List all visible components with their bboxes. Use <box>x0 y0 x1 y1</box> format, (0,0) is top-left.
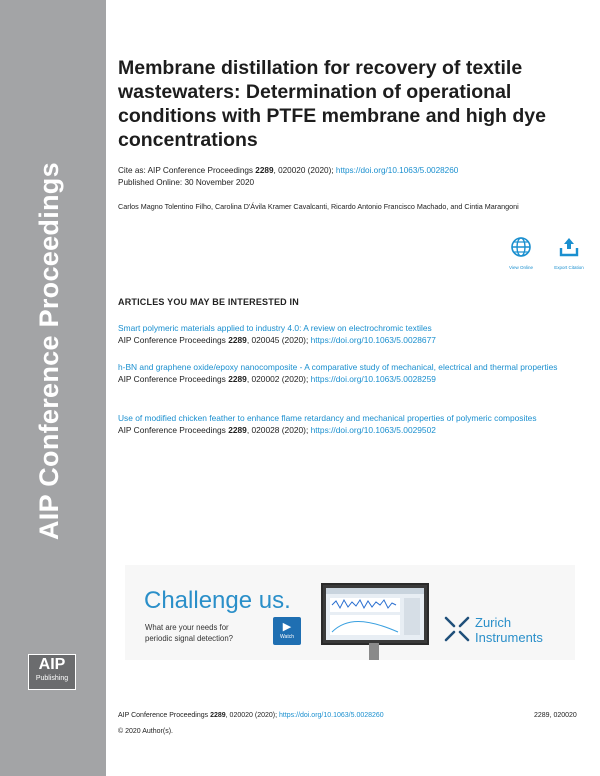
related-doi-link[interactable]: https://doi.org/10.1063/5.0028677 <box>310 335 436 345</box>
related-journal: AIP Conference Proceedings <box>118 374 229 384</box>
brand-line: Instruments <box>475 630 543 645</box>
footer-doi-link[interactable]: https://doi.org/10.1063/5.0028260 <box>279 712 384 719</box>
related-rest: , 020045 (2020); <box>246 335 311 345</box>
watch-button[interactable] <box>273 617 301 645</box>
related-journal: AIP Conference Proceedings <box>118 425 229 435</box>
footer-volume: 2289 <box>210 712 226 719</box>
cite-volume: 2289 <box>255 166 274 175</box>
footer-cite-prefix: AIP Conference Proceedings <box>118 712 211 719</box>
export-citation-label: Export Citation <box>554 265 584 270</box>
related-doi-link[interactable]: https://doi.org/10.1063/5.0029502 <box>310 425 436 435</box>
footer-page-number: 2289, 020020 <box>534 712 577 719</box>
cite-line <box>118 165 578 177</box>
related-doi-link[interactable]: https://doi.org/10.1063/5.0028259 <box>310 374 436 384</box>
journal-sidebar <box>0 0 106 776</box>
cite-doi-link[interactable]: https://doi.org/10.1063/5.0028260 <box>335 166 459 175</box>
related-citation <box>118 334 578 346</box>
signal-plot-graphic <box>326 588 424 640</box>
published-date: Published Online: 30 November 2020 <box>118 178 255 187</box>
ad-headline: Challenge us. <box>144 587 291 614</box>
brand-name <box>475 615 543 645</box>
related-item <box>118 361 578 385</box>
footer-copyright: © 2020 Author(s). <box>118 728 173 735</box>
related-volume: 2289 <box>228 425 247 435</box>
related-citation <box>118 424 578 436</box>
related-title-link[interactable]: Smart polymeric materials applied to industry 4.0: A review on electrochromic textiles <box>118 323 432 333</box>
authors-list: Carlos Magno Tolentino Filho, Carolina D'Ávila Kramer Cavalcanti, Ricardo Antonio Francisco Machado, and Cintia Marangoni <box>118 202 519 211</box>
ad-subtext <box>145 622 233 644</box>
related-volume: 2289 <box>228 374 247 384</box>
view-online-label: View Online <box>509 265 533 270</box>
related-rest: , 020002 (2020); <box>246 374 311 384</box>
related-item <box>118 322 578 346</box>
brand-line: Zurich <box>475 615 512 630</box>
related-heading: ARTICLES YOU MAY BE INTERESTED IN <box>118 297 299 307</box>
related-citation <box>118 373 578 385</box>
related-title-link[interactable]: h-BN and graphene oxide/epoxy nanocomposite - A comparative study of mechanical, electrical and thermal properties <box>118 362 558 372</box>
journal-title: AIP Conference Proceedings <box>34 162 64 540</box>
footer-citation <box>118 712 384 719</box>
zurich-instruments-logo-icon <box>443 615 471 643</box>
related-item <box>118 412 578 436</box>
monitor-illustration <box>321 583 429 645</box>
aip-publishing-logo[interactable] <box>28 654 76 690</box>
logo-bottom-text: Publishing <box>35 675 69 682</box>
logo-top-text: AIP <box>38 656 66 673</box>
play-icon: ▶ <box>282 621 292 633</box>
related-rest: , 020028 (2020); <box>246 425 311 435</box>
ad-sub-line: What are your needs for <box>145 623 229 632</box>
view-online-button[interactable] <box>500 236 542 270</box>
related-volume: 2289 <box>228 335 247 345</box>
footer-rest: , 020020 (2020); <box>225 712 279 719</box>
export-icon <box>558 236 580 258</box>
monitor-screen <box>326 588 424 640</box>
article-actions <box>500 236 590 276</box>
citation-block <box>118 165 578 189</box>
monitor-stand <box>369 643 379 660</box>
export-citation-button[interactable] <box>548 236 590 270</box>
related-journal: AIP Conference Proceedings <box>118 335 229 345</box>
globe-icon <box>510 236 532 258</box>
related-title-link[interactable]: Use of modified chicken feather to enhance flame retardancy and mechanical properties of polymeric composites <box>118 413 537 423</box>
cite-rest: , 020020 (2020); <box>273 166 336 175</box>
ad-sub-line: periodic signal detection? <box>145 634 233 643</box>
cite-prefix: Cite as: AIP Conference Proceedings <box>118 166 256 175</box>
watch-label: Watch <box>280 634 294 640</box>
article-title: Membrane distillation for recovery of textile wastewaters: Determination of operational conditions with PTFE membrane and high dye concentrations <box>118 57 546 151</box>
advertisement-banner[interactable] <box>125 565 575 660</box>
